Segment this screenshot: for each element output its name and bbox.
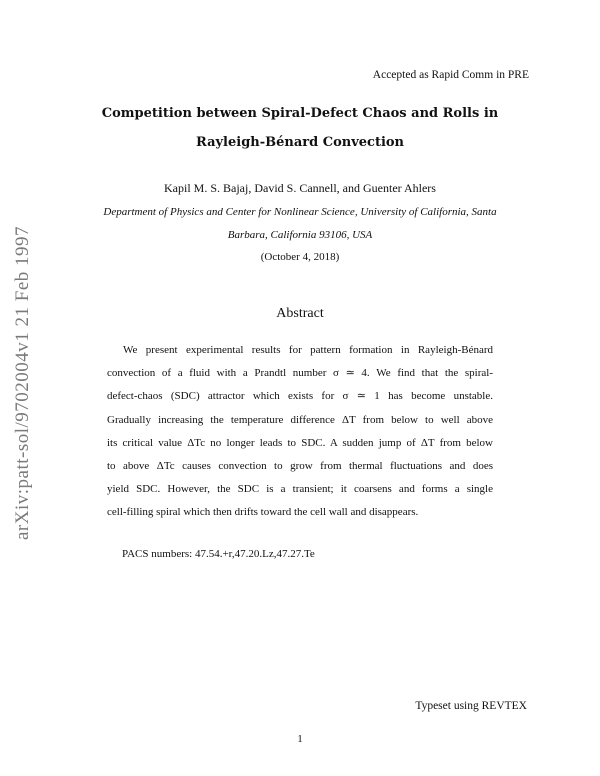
author-list: Kapil M. S. Bajaj, David S. Cannell, and Guenter Ahlers [164,181,436,195]
accepted-note: Accepted as Rapid Comm in PRE [372,69,529,81]
abstract-line: defect-chaos (SDC) attractor which exists for σ ≃ 1 has become unstable. [107,390,493,403]
paper-title-line-1: Competition between Spiral-Defect Chaos and Rolls in [101,106,499,121]
abstract-line: We present experimental results for pattern formation in Rayleigh-Bénard [123,344,493,356]
affiliation-line-2: Barbara, California 93106, USA [227,229,373,241]
affiliation-line-1: Department of Physics and Center for Nonlinear Science, University of California, Santa [103,206,497,218]
abstract-line: to above ΔTc causes convection to grow from thermal fluctuations and does [107,460,493,473]
abstract-line: its critical value ΔTc no longer leads to SDC. A sudden jump of ΔT from below [107,436,493,449]
abstract-line: cell-filling spiral which then drifts toward the cell wall and disappears. [107,506,419,519]
pacs-numbers: PACS numbers: 47.54.+r,47.20.Lz,47.27.Te [122,548,315,560]
typeset-note: Typeset using REVTEX [415,700,527,712]
page-number: 1 [297,733,303,745]
arxiv-identifier-stamp: arXiv:patt-sol/9702004v1 21 Feb 1997 [12,225,33,540]
abstract-heading: Abstract [276,306,324,321]
paper-title-line-2: Rayleigh-Bénard Convection [195,135,405,150]
paper-date: (October 4, 2018) [260,251,340,263]
abstract-line: Gradually increasing the temperature difference ΔT from below to well above [107,413,493,426]
abstract-line: yield SDC. However, the SDC is a transient; it coarsens and forms a single [107,483,493,496]
abstract-line: convection of a fluid with a Prandtl number σ ≃ 4. We find that the spiral- [107,367,493,380]
abstract-body [107,339,493,525]
